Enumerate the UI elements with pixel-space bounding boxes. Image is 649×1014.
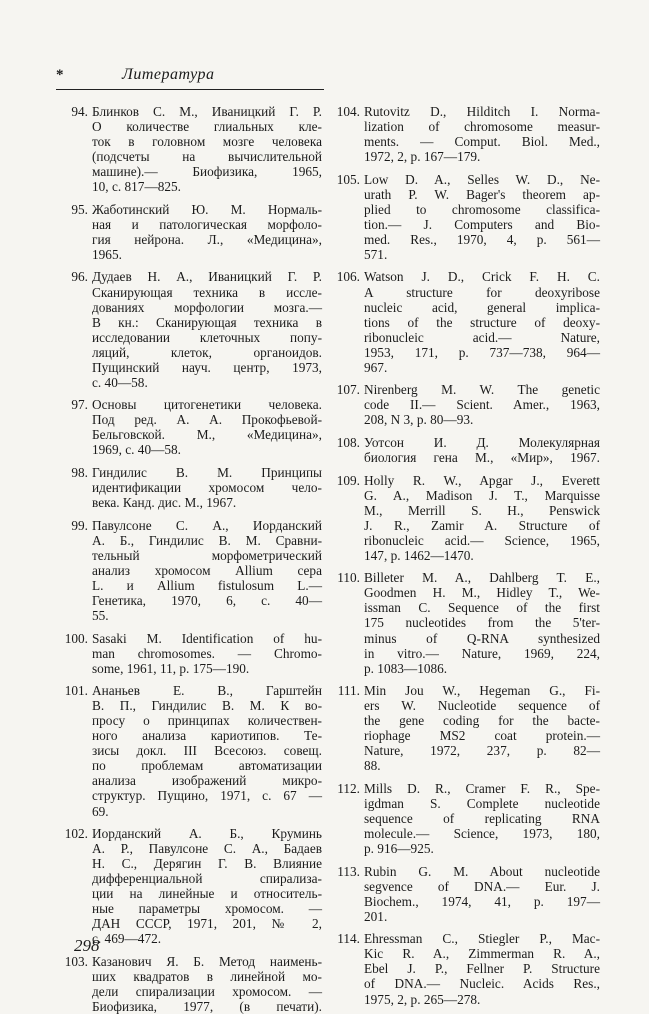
reference-line: Nature, 1972, 237, p. 82— (364, 743, 600, 759)
reference-line: med. Res., 1970, 4, p. 561— (364, 231, 600, 247)
reference-99 (60, 518, 322, 623)
reference-number: 109. (336, 472, 360, 488)
reference-number: 102. (64, 826, 88, 842)
header-rule (56, 89, 324, 90)
reference-line: биология гена М., «Мир», 1967. (364, 449, 600, 465)
reference-line: 571. (364, 246, 388, 262)
reference-line: Гиндилис В. М. Принципы (92, 465, 322, 481)
reference-text (92, 269, 322, 389)
reference-line: дифференциальной спирализа- (92, 871, 322, 887)
reference-line: Rutovitz D., Hilditch I. Norma- (364, 104, 600, 119)
reference-line: Holly R. W., Apgar J., Everett (364, 472, 600, 488)
reference-text (364, 172, 600, 262)
reference-line: дованиях морфологии мозга.— (92, 299, 322, 315)
reference-line: В. П., Гиндилис В. М. К во- (92, 698, 322, 714)
reference-number: 107. (336, 382, 360, 398)
reference-111 (332, 683, 600, 773)
reference-line: 208, N 3, p. 80—93. (364, 412, 474, 428)
reference-number: 99. (71, 517, 88, 533)
reference-line: по проблемам автоматизации (92, 758, 322, 774)
reference-113 (332, 864, 600, 924)
reference-line: Kic R. A., Zimmerman R. A., (364, 946, 600, 962)
running-header (56, 64, 324, 88)
reference-line: Иорданский А. Б., Круминь (92, 826, 322, 842)
reference-line: lization of chromosome measur- (364, 119, 600, 135)
reference-text (92, 202, 322, 262)
reference-line: Биофизика, 1977, (в печати). (92, 999, 322, 1014)
reference-line: segvence of DNA.— Eur. J. (364, 878, 600, 894)
reference-line: J. R., Zamir A. Structure of (364, 517, 600, 533)
reference-line: ers W. Nucleotide sequence of (364, 698, 600, 714)
reference-line: Казанович Я. Б. Метод наимень- (92, 953, 322, 969)
reference-line: tions of the structure of deoxy- (364, 314, 600, 330)
reference-105 (332, 172, 600, 262)
reference-line: sequence of replicating RNA (364, 811, 600, 827)
reference-text (364, 570, 600, 675)
reference-line: molecule.— Science, 1973, 180, (364, 826, 600, 842)
reference-line: some, 1961, 11, p. 175—190. (92, 660, 250, 676)
reference-line: В кн.: Сканирующая техника в (92, 314, 322, 330)
reference-line: ная и патологическая морфоло- (92, 216, 322, 232)
reference-text (364, 435, 600, 465)
reference-text (92, 683, 322, 818)
reference-line: 201. (364, 908, 388, 924)
reference-line: 1975, 2, p. 265—278. (364, 991, 481, 1007)
reference-102 (60, 826, 322, 946)
reference-number: 98. (71, 465, 88, 481)
reference-101 (60, 683, 322, 818)
reference-text (92, 397, 322, 457)
reference-line: Генетика, 1970, 6, с. 40— (92, 592, 322, 608)
reference-94 (60, 104, 322, 194)
reference-line: minus of Q-RNA synthesized (364, 630, 600, 646)
reference-number: 111. (337, 683, 360, 699)
reference-line: Н. С., Дерягин Г. В. Влияние (92, 856, 322, 872)
reference-line: Жаботинский Ю. М. Нормаль- (92, 201, 322, 217)
reference-text (364, 931, 600, 1006)
reference-line: Дудаев Н. А., Иваницкий Г. Р. (92, 269, 322, 285)
reference-line: Ehressman C., Stiegler P., Mac- (364, 931, 600, 947)
reference-line: Billeter M. A., Dahlberg T. E., (364, 570, 600, 586)
reference-number: 94. (71, 104, 88, 119)
reference-line: ribonucleic acid.— Science, 1965, (364, 532, 600, 548)
reference-text (92, 465, 322, 510)
reference-112 (332, 781, 600, 856)
reference-line: структур. Пущино, 1971, с. 67 — (92, 788, 322, 804)
reference-line: Бельговской. М., «Медицина», (92, 427, 322, 443)
reference-number: 106. (336, 269, 360, 285)
reference-number: 103. (64, 953, 88, 969)
reference-100 (60, 631, 322, 676)
reference-text (364, 864, 600, 924)
reference-line: Biochem., 1974, 41, p. 197— (364, 893, 600, 909)
reference-line: p. 1083—1086. (364, 660, 448, 676)
reference-line: 1969, с. 40—58. (92, 442, 182, 458)
reference-line: с. 40—58. (92, 374, 148, 390)
reference-line: Павулсоне С. А., Иорданский (92, 517, 322, 533)
reference-line: 69. (92, 803, 109, 819)
reference-line: зисы докл. III Всесоюз. совещ. (92, 743, 322, 759)
reference-line: Mills D. R., Cramer F. R., Spe- (364, 780, 600, 796)
reference-line: Goodmen H. M., Hidley T., We- (364, 585, 600, 601)
reference-line: 55. (92, 607, 109, 623)
reference-line: M., Merrill S. H., Penswick (364, 502, 600, 518)
reference-line: L. и Allium fistulosum L.— (92, 577, 322, 593)
reference-104 (332, 104, 600, 164)
reference-line: 1953, 171, p. 737—738, 964— (364, 344, 600, 360)
reference-98 (60, 465, 322, 510)
reference-line: анализа изображений микро- (92, 773, 322, 789)
reference-number: 112. (337, 780, 360, 796)
reference-line: с. 469—472. (92, 931, 162, 947)
reference-number: 110. (337, 570, 360, 586)
reference-line: А. Р., Павулсоне С. А., Бадаев (92, 841, 322, 857)
reference-text (364, 683, 600, 773)
reference-line: О количестве глиальных кле- (92, 119, 322, 135)
reference-line: code II.— Scient. Amer., 1963, (364, 397, 600, 413)
reference-108 (332, 435, 600, 465)
reference-text (364, 781, 600, 856)
reference-96 (60, 269, 322, 389)
reference-line: plied to chromosome classifica- (364, 201, 600, 217)
reference-line: просу о принципах количествен- (92, 713, 322, 729)
reference-line: the gene coding for the bacte- (364, 713, 600, 729)
reference-line: ции на линейные и относитель- (92, 886, 322, 902)
reference-number: 96. (71, 269, 88, 285)
reference-line: идентификации хромосом чело- (92, 480, 322, 496)
reference-number: 114. (337, 931, 360, 947)
reference-line: ляций, клеток, органоидов. (92, 344, 322, 360)
reference-line: тельный морфометрический (92, 547, 322, 563)
reference-line: Watson J. D., Crick F. H. C. (364, 269, 600, 285)
reference-number: 105. (336, 171, 360, 187)
reference-103 (60, 954, 322, 1014)
reference-line: ших квадратов в линейной мо- (92, 968, 322, 984)
reference-109 (332, 473, 600, 563)
reference-line: 1965. (92, 246, 122, 262)
reference-110 (332, 570, 600, 675)
reference-line: Основы цитогенетики человека. (92, 397, 322, 413)
reference-line: urath P. W. Bager's theorem ap- (364, 186, 600, 202)
reference-95 (60, 202, 322, 262)
reference-line: nucleic acid, general implica- (364, 299, 600, 315)
reference-text (92, 518, 322, 623)
reference-line: А. Б., Гиндилис В. М. Сравни- (92, 532, 322, 548)
reference-line: Min Jou W., Hegeman G., Fi- (364, 683, 600, 699)
reference-line: tion.— J. Computers and Bio- (364, 216, 600, 232)
reference-line: гия нейрона. Л., «Медицина», (92, 231, 322, 247)
reference-line: of DNA.— Nucleic. Acids Res., (364, 976, 600, 992)
reference-line: Уотсон И. Д. Молекулярная (364, 434, 600, 450)
reference-97 (60, 397, 322, 457)
reference-text (364, 382, 600, 427)
reference-number: 108. (336, 434, 360, 450)
reference-line: Пущинский науч. центр, 1973, (92, 359, 322, 375)
reference-line: ДАН СССР, 1971, 201, № 2, (92, 916, 322, 932)
header-mark: * (56, 67, 64, 83)
reference-text (92, 631, 322, 676)
reference-line: ribonucleic acid.— Nature, (364, 329, 600, 345)
references-right-column (332, 104, 600, 1007)
reference-line: Ананьев Е. В., Гарштейн (92, 683, 322, 699)
reference-line: 1972, 2, p. 167—179. (364, 149, 481, 165)
reference-line: 88. (364, 758, 381, 774)
reference-line: Low D. A., Selles W. D., Ne- (364, 171, 600, 187)
reference-line: riophage MS2 coat protein.— (364, 728, 600, 744)
reference-line: 967. (364, 359, 388, 375)
reference-line: века. Канд. дис. М., 1967. (92, 495, 237, 511)
reference-line: 10, с. 817—825. (92, 179, 182, 195)
reference-line: Блинков С. М., Иваницкий Г. Р. (92, 104, 322, 119)
reference-line: (подсчеты на вычислительной (92, 149, 322, 165)
reference-line: анализ хромосом Allium сера (92, 562, 322, 578)
reference-line: Nirenberg M. W. The genetic (364, 382, 600, 398)
reference-text (364, 473, 600, 563)
reference-number: 95. (71, 201, 88, 217)
reference-line: 147, p. 1462—1470. (364, 547, 474, 563)
header-title: Литература (122, 66, 215, 83)
reference-line: in vitro.— Nature, 1969, 224, (364, 645, 600, 661)
reference-number: 97. (71, 397, 88, 413)
reference-text (92, 954, 322, 1014)
reference-line: Сканирующая техника в иссле- (92, 284, 322, 300)
reference-text (92, 104, 322, 194)
reference-line: 175 nucleotides from the 5'ter- (364, 615, 600, 631)
reference-line: G. A., Madison J. T., Marquisse (364, 487, 600, 503)
references-left-column (60, 104, 322, 1014)
reference-text (92, 826, 322, 946)
reference-number: 113. (337, 863, 360, 879)
reference-107 (332, 382, 600, 427)
reference-line: Под ред. А. А. Прокофьевой- (92, 412, 322, 428)
reference-line: igdman S. Complete nucleotide (364, 795, 600, 811)
reference-line: Rubin G. M. About nucleotide (364, 863, 600, 879)
reference-line: ные параметры хромосом. — (92, 901, 322, 917)
reference-text (364, 269, 600, 374)
page-number: 298 (74, 936, 100, 955)
reference-114 (332, 931, 600, 1006)
reference-number: 101. (64, 683, 88, 699)
reference-line: issman C. Sequence of the first (364, 600, 600, 616)
reference-line: Sasaki M. Identification of hu- (92, 630, 322, 646)
reference-line: man chromosomes. — Chromo- (92, 645, 322, 661)
reference-line: машине).— Биофизика, 1965, (92, 164, 322, 180)
reference-text (364, 104, 600, 164)
reference-line: Ebel J. P., Fellner P. Structure (364, 961, 600, 977)
reference-line: дели спирализации хромосом. — (92, 984, 322, 1000)
reference-number: 104. (336, 104, 360, 119)
reference-line: ток в головном мозге человека (92, 134, 322, 150)
reference-line: ного анализа кариотипов. Те- (92, 728, 322, 744)
reference-number: 100. (64, 630, 88, 646)
reference-line: исследовании клеточных попу- (92, 329, 322, 345)
reference-line: p. 916—925. (364, 841, 434, 857)
reference-106 (332, 269, 600, 374)
reference-line: ments. — Comput. Biol. Med., (364, 134, 600, 150)
reference-line: A structure for deoxyribose (364, 284, 600, 300)
